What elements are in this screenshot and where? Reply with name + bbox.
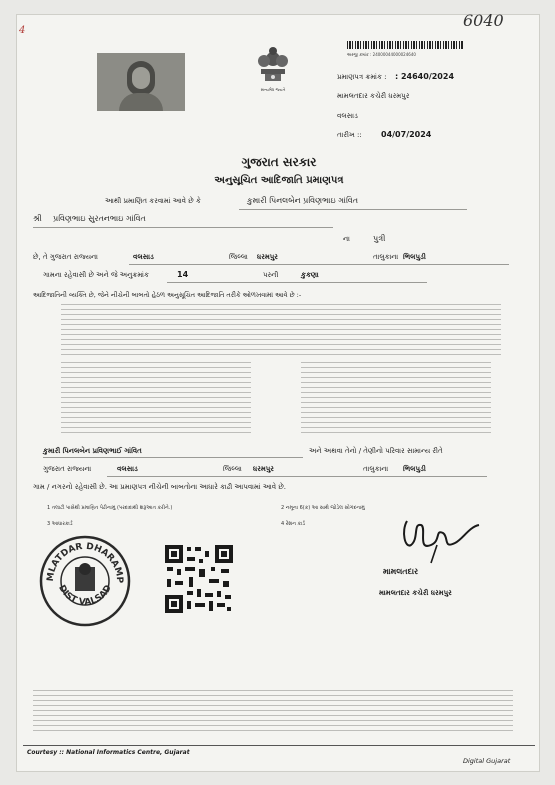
cert-date-label: તારીખ ::	[337, 131, 362, 139]
parent-name: પ્રવિણભાઇ સુરતનભાઇ ગાંવિત	[53, 214, 146, 223]
name-underline	[239, 209, 467, 210]
government-title: ગુજરાત સરકાર	[241, 155, 317, 169]
parent-underline	[33, 227, 333, 228]
footer-divider	[23, 745, 535, 746]
barcode-text: અરજી ક્રમાંક : 24000044000024640	[347, 52, 416, 57]
legal-references-left	[61, 361, 251, 433]
family-name: કુમારી પિનલબેન પ્રવિણભાઈ ગાંવિત	[43, 447, 142, 455]
recognized-text: આદિજાતિની વ્યક્તિ છે, જેને નીચેની બાબતો હેઠળ અનુસૂચિત આદિજાતિ તરીકે ઓળખવામાં આવે છે :-	[33, 291, 302, 299]
family-underline	[43, 457, 303, 458]
relation-label: ના	[343, 235, 350, 243]
official-seal	[39, 535, 131, 627]
location2-underline	[107, 476, 487, 477]
district-label: જિલ્લા	[229, 253, 248, 261]
emblem-caption: સત્યમેવ જયતે	[260, 87, 286, 92]
cert-issuer: મામલતદાર કચેરી ધરમપુર	[337, 92, 410, 100]
family-suffix: અને અથવા તેનો / તેણીનો પરિવાર સામાન્ય રીતે	[309, 447, 443, 455]
state-prefix: છે, તે ગુજરાત રાજ્યના	[33, 253, 98, 261]
taluka-label: તાલુકાના	[373, 253, 399, 261]
certificate-page	[16, 11, 540, 772]
district2-value: વલસાડ	[117, 465, 138, 473]
doc-item-4: 4 રેશન કાર્ડ	[281, 521, 306, 527]
cert-number-value: : 24640/2024	[395, 72, 455, 81]
village2-value: ભિલપુડી	[403, 465, 426, 473]
courtesy-text: Courtesy :: National Informatics Centre, Gujarat	[27, 749, 190, 756]
tribe-underline	[167, 282, 427, 283]
cert-district: વલસાડ	[337, 112, 358, 120]
applicant-name: કુમારી પિનલબેન પ્રવિણભાઇ ગાંવિત	[247, 196, 359, 205]
legal-references-block	[61, 303, 501, 355]
state2-prefix: ગુજરાત રાજ્યના	[43, 465, 92, 473]
serial-number: 14	[177, 270, 189, 279]
cert-date-value: 04/07/2024	[381, 130, 432, 139]
seal-bottom-text: DIST VALSAD	[56, 583, 114, 608]
certificate-title: અનુસૂચિત આદિજાતિ પ્રમાણપત્ર	[214, 175, 344, 186]
legal-references-right	[301, 361, 491, 433]
footer-notes	[33, 687, 513, 731]
district2-label: જિલ્લા	[223, 465, 242, 473]
signatory-title: મામલતદાર	[383, 567, 419, 576]
docs-text: ગામ / નગરનો રહેવાસી છે. આ પ્રમાણપત્ર નીચેની બાબતોના આધારે કાઢી આપવામાં આવે છે.	[33, 483, 286, 491]
digital-gujarat-brand: Digital Gujarat	[463, 757, 511, 765]
village-value: ભિલપુડી	[403, 253, 426, 261]
national-emblem-icon	[255, 43, 291, 91]
intro-text: આથી પ્રમાણિત કરવામાં આવે છે કે	[105, 197, 201, 205]
parent-prefix: શ્રી	[33, 214, 42, 223]
taluka2-value: ધરમપુર	[253, 465, 274, 473]
barcode	[347, 41, 463, 49]
seal-top-text: MLATDAR DHARAMP	[45, 541, 125, 584]
handwritten-number: 6040	[463, 11, 504, 30]
tribe-label: પરની	[263, 271, 279, 279]
doc-item-1: 1 તલાટી પાસેથી પ્રમાણિત પેઢીનામું (પરદાદાથી શરૂઆત કરીને.)	[47, 505, 173, 511]
tribe-value: કુકણા	[301, 271, 319, 279]
relation-value: પુત્રી	[373, 234, 386, 243]
doc-item-3: 3 આધારકાર્ડ	[47, 521, 73, 527]
signatory-office: મામલતદાર કચેરી ધરમપુર	[379, 589, 452, 597]
margin-mark: 4	[19, 25, 26, 36]
location-underline	[129, 264, 509, 265]
qr-code	[165, 545, 233, 613]
signature-icon	[397, 515, 487, 565]
district-value: વલસાડ	[133, 253, 154, 261]
taluka-value: ધરમપુર	[257, 253, 278, 261]
doc-item-2: 2 નમૂના 6(ક) આ સાથે જોડેલ સોગંદનામું	[281, 505, 365, 511]
cert-number-label: પ્રમાણપત્ર ક્રમાંક :	[337, 73, 387, 81]
applicant-photo	[97, 53, 185, 111]
taluka2-label: તાલુકાના	[363, 465, 389, 473]
resident-text: ગામના રહેવાસી છે અને જે અનુક્રમાંક	[43, 271, 149, 279]
